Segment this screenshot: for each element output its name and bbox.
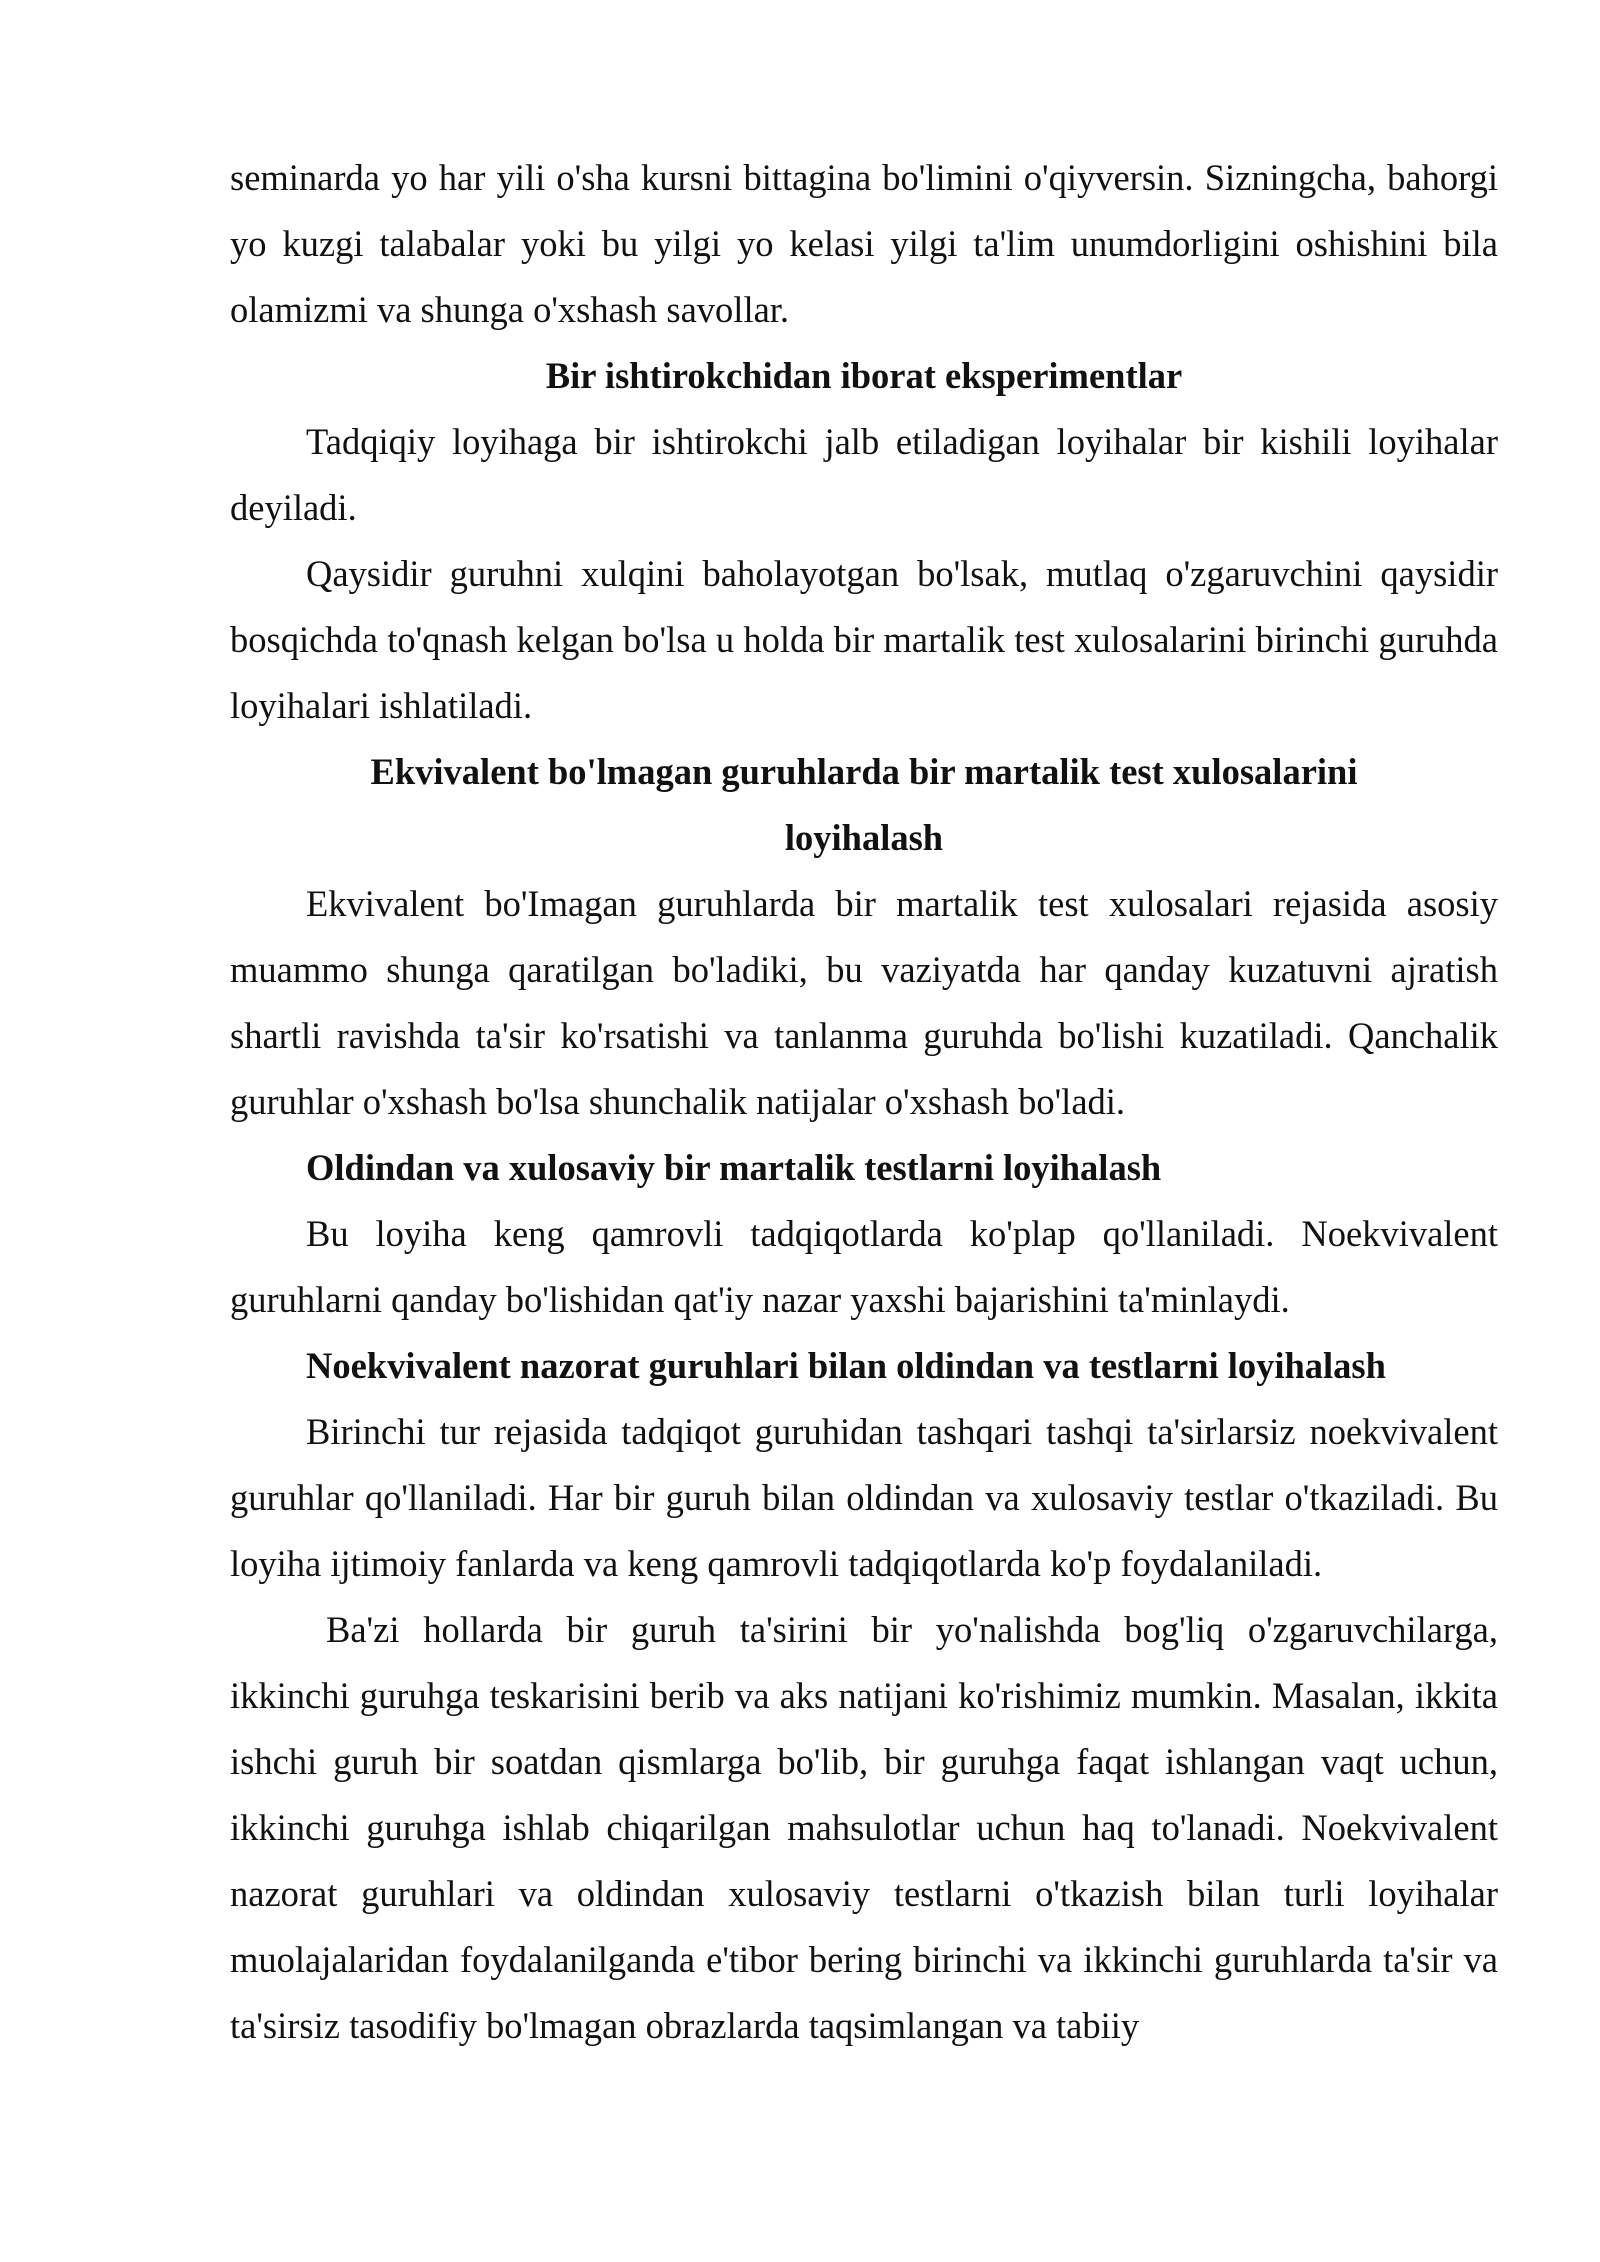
paragraph-first-type-plan: Birinchi tur rejasida tadqiqot guruhidan tashqari tashqi ta'sirlarsiz noekvivalent guruhlar qo'llaniladi. Har bir guruh bilan oldindan va xulosaviy testlar o'tkaziladi. Bu loyiha ijtimoiy fanlarda va keng qamrovli tadqiqotlarda ko'p foydalaniladi. [230,1411,1498,1584]
heading-single-participant-experiments: Bir ishtirokchidan iborat eksperimentlar [545,355,1183,396]
heading-control-groups-design: Noekvivalent nazorat guruhlari bilan oldindan va testlarni loyihalash [306,1345,1386,1386]
heading-nonequivalent-groups-line-2: loyihalash [784,817,944,858]
document-page [230,145,1498,2059]
paragraph-pre-post-tests: Bu loyiha keng qamrovli tadqiqotlarda ko'plap qo'llaniladi. Noekvivalent guruhlarni qanday bo'lishidan qat'iy nazar yaxshi bajarishini ta'minlaydi. [230,1213,1498,1320]
paragraph-group-behavior: Qaysidir guruhni xulqini baholayotgan bo'lsak, mutlaq o'zgaruvchini qaysidir bosqichda to'qnash kelgan bo'lsa u holda bir martalik test xulosalarini birinchi guruhda loyihalari ishlatiladi. [230,553,1498,726]
paragraph-single-participant-definition: Tadqiqiy loyihaga bir ishtirokchi jalb etiladigan loyihalar bir kishili loyihalar deyiladi. [230,421,1498,528]
heading-nonequivalent-groups [230,739,1498,871]
paragraph-nonequivalent-groups: Ekvivalent bo'Imagan guruhlarda bir martalik test xulosalari rejasida asosiy muammo shunga qaratilgan bo'ladiki, bu vaziyatda har qanday kuzatuvni ajratish shartli ravishda ta'sir ko'rsatishi va tanlanma guruhda bo'lishi kuzatiladi. Qanchalik guruhlar o'xshash bo'lsa shunchalik natijalar o'xshash bo'ladi. [230,883,1498,1122]
heading-nonequivalent-groups-line-1: Ekvivalent bo'lmagan guruhlarda bir martalik test xulosalarini [370,751,1358,792]
paragraph-continuation: seminarda yo har yili o'sha kursni bittagina bo'limini o'qiyversin. Sizningcha, bahorgi yo kuzgi talabalar yoki bu yilgi yo kelasi yilgi ta'lim unumdorligini oshishini bila olamizmi va shunga o'xshash savollar. [230,157,1498,330]
heading-pre-post-tests: Oldindan va xulosaviy bir martalik testlarni loyihalash [306,1147,1162,1188]
paragraph-some-cases: Ba'zi hollarda bir guruh ta'sirini bir yo'nalishda bog'liq o'zgaruvchilarga, ikkinchi guruhga teskarisini berib va aks natijani ko'rishimiz mumkin. Masalan, ikkita ishchi guruh bir soatdan qismlarga bo'lib, bir guruhga faqat ishlangan vaqt uchun, ikkinchi guruhga ishlab chiqarilgan mahsulotlar uchun haq to'lanadi. Noekvivalent nazorat guruhlari va oldindan xulosaviy testlarni o'tkazish bilan turli loyihalar muolajalaridan foydalanilganda e'tibor bering birinchi va ikkinchi guruhlarda ta'sir va ta'sirsiz tasodifiy bo'lmagan obrazlarda taqsimlangan va tabiiy [230,1609,1498,2046]
